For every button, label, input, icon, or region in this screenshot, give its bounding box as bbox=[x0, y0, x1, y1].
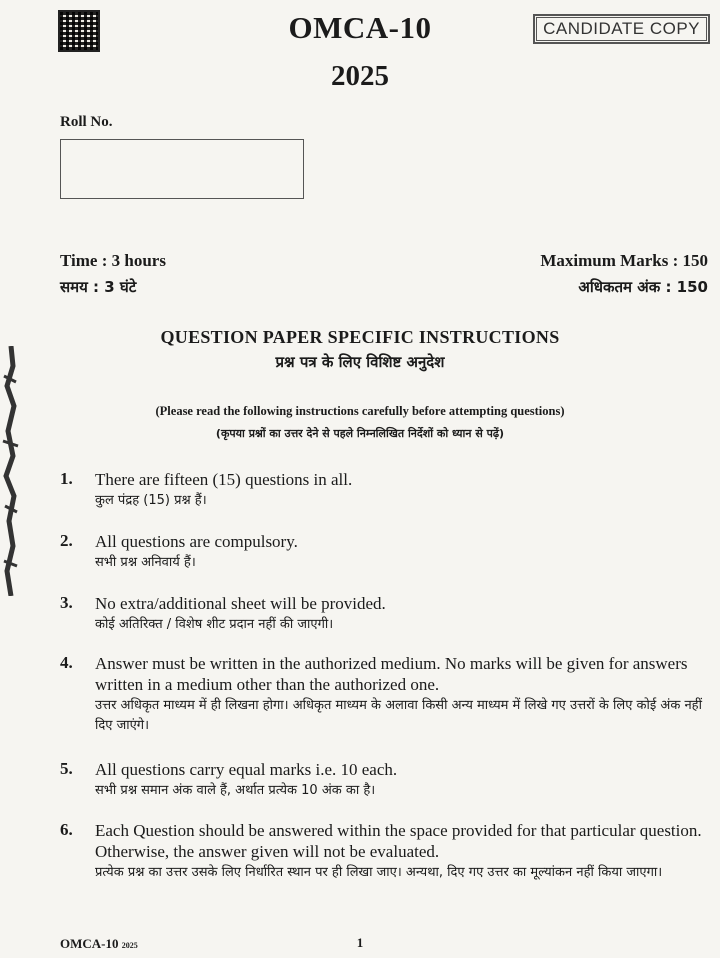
instruction-item bbox=[60, 531, 715, 573]
footer-year: 2025 bbox=[121, 941, 138, 950]
section-title-en: QUESTION PAPER SPECIFIC INSTRUCTIONS bbox=[160, 327, 560, 347]
instruction-text-en: All questions carry equal marks i.e. 10 each. bbox=[95, 760, 398, 779]
instruction-text-hi: कोई अतिरिक्त / विशेष शीट प्रदान नहीं की जाएगी। bbox=[95, 617, 334, 632]
course-code: OMCA-10 bbox=[288, 10, 432, 45]
instruction-item bbox=[60, 653, 715, 736]
instruction-item bbox=[60, 759, 715, 801]
instruction-text-en: All questions are compulsory. bbox=[95, 532, 298, 551]
binding-decoration-icon bbox=[0, 346, 22, 596]
instruction-text-en: No extra/additional sheet will be provided. bbox=[95, 594, 386, 613]
instruction-item bbox=[60, 593, 715, 635]
instruction-note-en: (Please read the following instructions carefully before attempting questions) bbox=[155, 404, 565, 418]
instruction-number: 6. bbox=[60, 820, 73, 839]
instruction-number: 5. bbox=[60, 759, 73, 778]
instruction-number: 1. bbox=[60, 469, 73, 488]
instruction-text-hi: उत्तर अधिकृत माध्यम में ही लिखना होगा। अधिकृत माध्यम के अलावा किसी अन्य माध्यम में लिखे गए उत्तरों के लिए कोई अंक नहीं दिए जाएंगे। bbox=[95, 698, 702, 733]
time-hi: समय : 3 घंटे bbox=[60, 278, 137, 296]
instruction-text-hi: सभी प्रश्न अनिवार्य हैं। bbox=[95, 555, 196, 570]
instruction-number: 2. bbox=[60, 531, 73, 550]
time-en: Time : 3 hours bbox=[60, 251, 166, 270]
roll-no-box[interactable] bbox=[60, 139, 304, 199]
section-title-hi: प्रश्न पत्र के लिए विशिष्ट अनुदेश bbox=[275, 353, 445, 371]
instruction-item bbox=[60, 820, 715, 883]
exam-year: 2025 bbox=[331, 60, 389, 92]
instruction-number: 4. bbox=[60, 653, 73, 672]
candidate-copy-label: CANDIDATE COPY bbox=[536, 17, 707, 41]
instruction-text-hi: प्रत्येक प्रश्न का उत्तर उसके लिए निर्धारित स्थान पर ही लिखा जाए। अन्यथा, दिए गए उत्तर का मूल्यांकन नहीं किया जाएगा। bbox=[95, 865, 663, 880]
instruction-text-en: Answer must be written in the authorized medium. No marks will be given for answers written in a medium other than the authorized one. bbox=[95, 654, 688, 694]
instruction-number: 3. bbox=[60, 593, 73, 612]
instruction-text-hi: कुल पंद्रह (15) प्रश्न हैं। bbox=[95, 493, 207, 508]
max-marks-hi: अधिकतम अंक : 150 bbox=[578, 278, 708, 296]
instruction-text-en: Each Question should be answered within the space provided for that particular question. Otherwise, the answer given will not be evaluated. bbox=[95, 821, 702, 861]
instruction-text-en: There are fifteen (15) questions in all. bbox=[95, 470, 353, 489]
instruction-note-hi: (कृपया प्रश्नों का उत्तर देने से पहले निम्नलिखित निर्देशों को ध्यान से पढ़ें) bbox=[215, 427, 505, 440]
footer-course-code: OMCA-10 bbox=[60, 936, 119, 951]
roll-no-label: Roll No. bbox=[60, 114, 113, 130]
candidate-copy-badge bbox=[533, 14, 710, 44]
max-marks-en: Maximum Marks : 150 bbox=[540, 251, 708, 270]
page-number: 1 bbox=[356, 935, 364, 950]
instruction-text-hi: सभी प्रश्न समान अंक वाले हैं, अर्थात प्रत्येक 10 अंक का है। bbox=[95, 783, 376, 798]
instruction-item bbox=[60, 469, 715, 511]
